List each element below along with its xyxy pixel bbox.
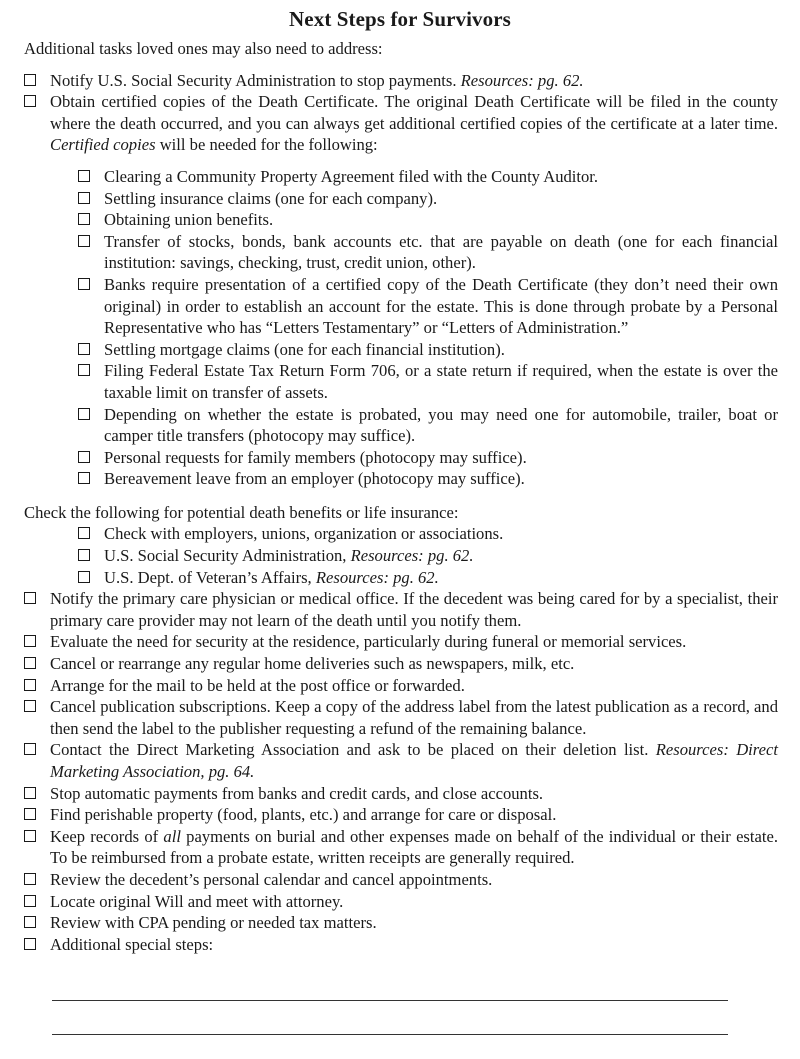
item-emphasis: Resources: pg. 62.	[460, 70, 584, 90]
item-text: Cancel or rearrange any regular home deliveries such as newspapers, milk, etc.	[50, 654, 575, 674]
item-text: Locate original Will and meet with attorney.	[50, 891, 344, 911]
checkbox[interactable]	[78, 235, 90, 247]
checklist-item	[22, 826, 778, 869]
checklist-item	[22, 588, 778, 631]
additional-checklist	[22, 588, 778, 955]
benefits-list	[22, 523, 778, 588]
sub-checklist-item	[22, 447, 778, 469]
checklist-item	[22, 675, 778, 697]
checkbox[interactable]	[24, 700, 36, 712]
item-text: Arrange for the mail to be held at the post office or forwarded.	[50, 675, 465, 695]
item-text: Review with CPA pending or needed tax matters.	[50, 913, 377, 933]
checklist-item	[22, 631, 778, 653]
item-emphasis: Certified copies	[50, 135, 156, 155]
checkbox[interactable]	[24, 938, 36, 950]
item-text: Find perishable property (food, plants, etc.) and arrange for care or disposal.	[50, 805, 557, 825]
checkbox[interactable]	[24, 873, 36, 885]
page-title: Next Steps for Survivors	[289, 7, 511, 31]
item-text-tail: will be needed for the following:	[155, 135, 378, 155]
sub-checklist-item	[22, 209, 778, 231]
sub-checklist-item	[22, 545, 778, 567]
checklist-item	[22, 739, 778, 782]
item-text: Banks require presentation of a certified copy of the Death Certificate (they don’t need their own original) in order to establish an account for the estate. This is done through probate by a Personal Representative who has “Letters Testamentary” or “Letters of Administration.”	[104, 274, 778, 338]
checkbox[interactable]	[78, 571, 90, 583]
checkbox[interactable]	[24, 787, 36, 799]
sub-checklist-item	[22, 468, 778, 490]
item-text: Clearing a Community Property Agreement filed with the County Auditor.	[104, 166, 599, 186]
checkbox[interactable]	[78, 364, 90, 376]
checklist-item	[22, 934, 778, 956]
certificate-uses-list	[22, 166, 778, 490]
checkbox[interactable]	[78, 451, 90, 463]
checkbox[interactable]	[24, 635, 36, 647]
checklist-item	[22, 696, 778, 739]
item-text-tail: payments on burial and other expenses made on behalf of the individual or their estate. To be reimbursed from a probate estate, written receipts are generally required.	[50, 826, 778, 868]
item-text: Depending on whether the estate is probated, you may need one for automobile, trailer, boat or camper title transfers (photocopy may suffice).	[104, 404, 778, 446]
item-text: Bereavement leave from an employer (photocopy may suffice).	[104, 469, 525, 489]
checkbox[interactable]	[78, 549, 90, 561]
item-text: Additional special steps:	[50, 934, 214, 954]
checkbox[interactable]	[24, 830, 36, 842]
checkbox[interactable]	[24, 743, 36, 755]
checkbox[interactable]	[24, 808, 36, 820]
checkbox[interactable]	[78, 343, 90, 355]
checkbox[interactable]	[78, 472, 90, 484]
write-in-line[interactable]	[52, 1034, 728, 1035]
checkbox[interactable]	[78, 213, 90, 225]
checklist-item	[22, 70, 778, 92]
item-text: Cancel publication subscriptions. Keep a copy of the address label from the latest publication as a record, and then send the label to the publisher requesting a refund of the remaining balance.	[50, 697, 778, 738]
item-emphasis: all	[163, 826, 181, 846]
item-text: Review the decedent’s personal calendar and cancel appointments.	[50, 869, 493, 889]
checklist-item	[22, 804, 778, 826]
item-text: Check with employers, unions, organization or associations.	[104, 524, 504, 544]
checklist-item	[22, 91, 778, 156]
item-text: Notify U.S. Social Security Administration to stop payments.	[50, 70, 461, 90]
checklist-item	[22, 891, 778, 913]
intro-text: Additional tasks loved ones may also need to address:	[24, 39, 383, 58]
checkbox[interactable]	[78, 408, 90, 420]
item-text: Transfer of stocks, bonds, bank accounts etc. that are payable on death (one for each financial institution: savings, checking, trust, credit union, other).	[104, 231, 778, 273]
item-text: Notify the primary care physician or medical office. If the decedent was being cared for by a specialist, their primary care provider may not learn of the death until you notify them.	[50, 589, 778, 630]
item-text: Evaluate the need for security at the residence, particularly during funeral or memorial services.	[50, 632, 687, 652]
checklist-item	[22, 783, 778, 805]
top-checklist	[22, 70, 778, 156]
checkbox[interactable]	[24, 592, 36, 604]
item-text: Settling mortgage claims (one for each financial institution).	[104, 339, 505, 359]
write-in-line[interactable]	[52, 1000, 728, 1001]
checkbox[interactable]	[78, 527, 90, 539]
checkbox[interactable]	[78, 278, 90, 290]
sub-checklist-item	[22, 231, 778, 274]
item-text: U.S. Dept. of Veteran’s Affairs,	[104, 567, 316, 587]
sub-checklist-item	[22, 404, 778, 447]
item-text: Stop automatic payments from banks and credit cards, and close accounts.	[50, 783, 544, 803]
sub-checklist-item	[22, 274, 778, 339]
item-text: Settling insurance claims (one for each company).	[104, 188, 438, 208]
checkbox[interactable]	[24, 679, 36, 691]
item-text: Obtaining union benefits.	[104, 210, 274, 230]
checklist-item	[22, 653, 778, 675]
checklist-item	[22, 869, 778, 891]
checkbox[interactable]	[24, 895, 36, 907]
item-emphasis: Resources: pg. 62.	[350, 546, 474, 566]
item-text: Personal requests for family members (photocopy may suffice).	[104, 447, 527, 467]
item-text: Filing Federal Estate Tax Return Form 706, or a state return if required, when the estate is over the taxable limit on transfer of assets.	[104, 361, 778, 402]
item-text: Obtain certified copies of the Death Certificate. The original Death Certificate will be filed in the county where the death occurred, and you can always get additional certified copies of the certificate at a later time.	[50, 92, 778, 133]
checkbox[interactable]	[78, 170, 90, 182]
sub-checklist-item	[22, 523, 778, 545]
item-text: Keep records of	[50, 826, 164, 846]
item-text: Contact the Direct Marketing Association and ask to be placed on their deletion list.	[50, 740, 656, 760]
sub-checklist-item	[22, 567, 778, 589]
checkbox[interactable]	[78, 192, 90, 204]
item-emphasis: Resources: pg. 62.	[315, 567, 439, 587]
checkbox[interactable]	[24, 916, 36, 928]
benefits-heading: Check the following for potential death benefits or life insurance:	[24, 502, 459, 522]
sub-checklist-item	[22, 166, 778, 188]
item-text: U.S. Social Security Administration,	[104, 546, 351, 566]
checkbox[interactable]	[24, 657, 36, 669]
checklist-item	[22, 912, 778, 934]
sub-checklist-item	[22, 339, 778, 361]
checkbox[interactable]	[24, 74, 36, 86]
checkbox[interactable]	[24, 95, 36, 107]
item-emphasis: Resources: Direct Marketing Association, pg. 64.	[50, 740, 778, 781]
sub-checklist-item	[22, 188, 778, 210]
sub-checklist-item	[22, 360, 778, 403]
